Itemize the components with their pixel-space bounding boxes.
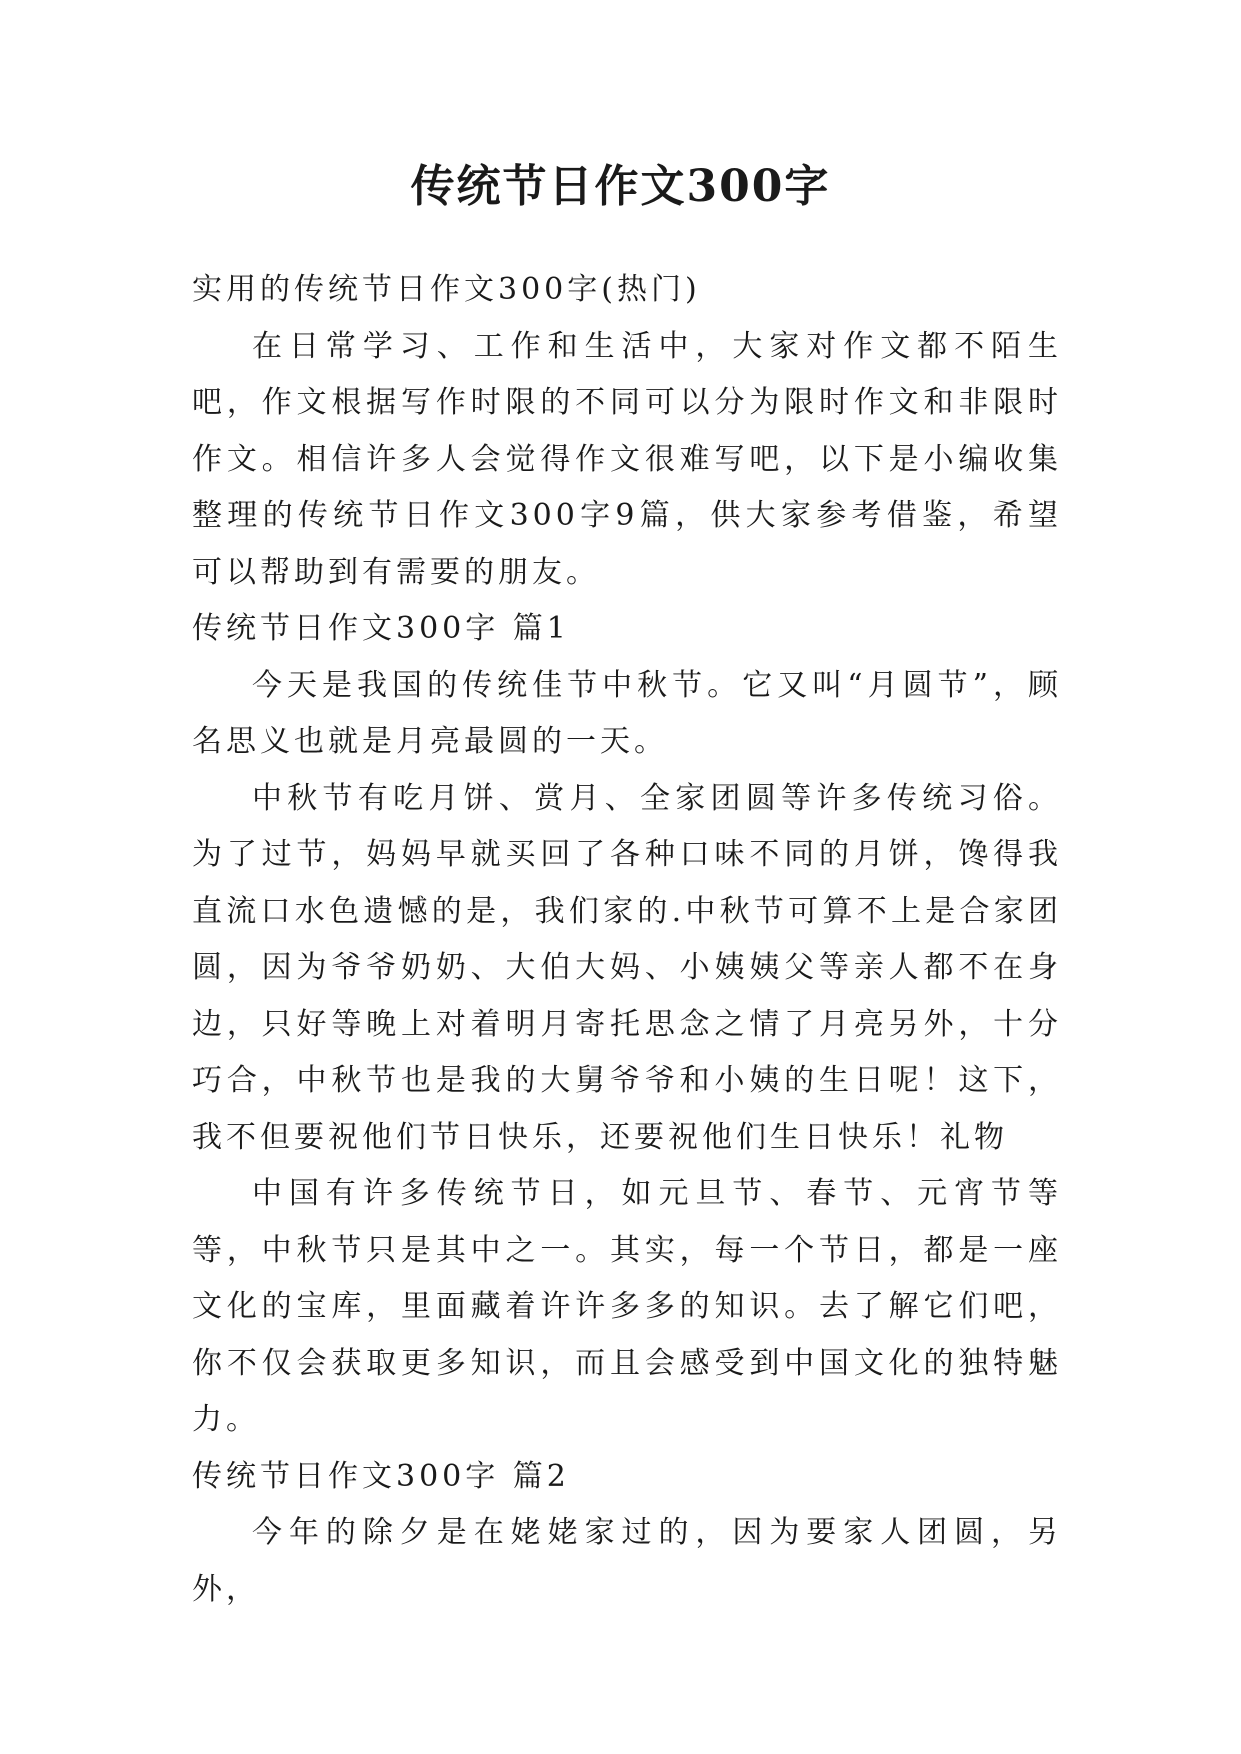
document-title: 传统节日作文300字 [410, 161, 831, 212]
document-body [192, 262, 1062, 1618]
intro-paragraph: 在日常学习、工作和生活中，大家对作文都不陌生吧，作文根据写作时限的不同可以分为限时作文和非限时作文。相信许多人会觉得作文很难写吧，以下是小编收集整理的传统节日作文300字9篇，供大家参考借鉴，希望可以帮助到有需要的朋友。 [192, 328, 1062, 590]
paragraph: 中秋节有吃月饼、赏月、全家团圆等许多传统习俗。为了过节，妈妈早就买回了各种口味不同的月饼，馋得我直流口水色遗憾的是，我们家的.中秋节可算不上是合家团圆，因为爷爷奶奶、大伯大妈、小姨姨父等亲人都不在身边，只好等晚上对着明月寄托思念之情了月亮另外，十分巧合，中秋节也是我的大舅爷爷和小姨的生日呢！这下，我不但要祝他们节日快乐，还要祝他们生日快乐！礼物 [192, 780, 1062, 1155]
section-heading-2: 传统节日作文300字 篇2 [192, 1458, 570, 1494]
subtitle-heading: 实用的传统节日作文300字(热门) [192, 272, 701, 307]
paragraph: 今年的除夕是在姥姥家过的，因为要家人团圆，另外， [192, 1515, 1062, 1607]
paragraph: 中国有许多传统节日，如元旦节、春节、元宵节等等，中秋节只是其中之一。其实，每一个节日，都是一座文化的宝库，里面藏着许许多多的知识。去了解它们吧，你不仅会获取更多知识，而且会感受到中国文化的独特魅力。 [192, 1176, 1062, 1437]
paragraph: 今天是我国的传统佳节中秋节。它又叫“月圆节”，顾名思义也就是月亮最圆的一天。 [192, 667, 1062, 759]
section-heading-1: 传统节日作文300字 篇1 [192, 611, 570, 646]
